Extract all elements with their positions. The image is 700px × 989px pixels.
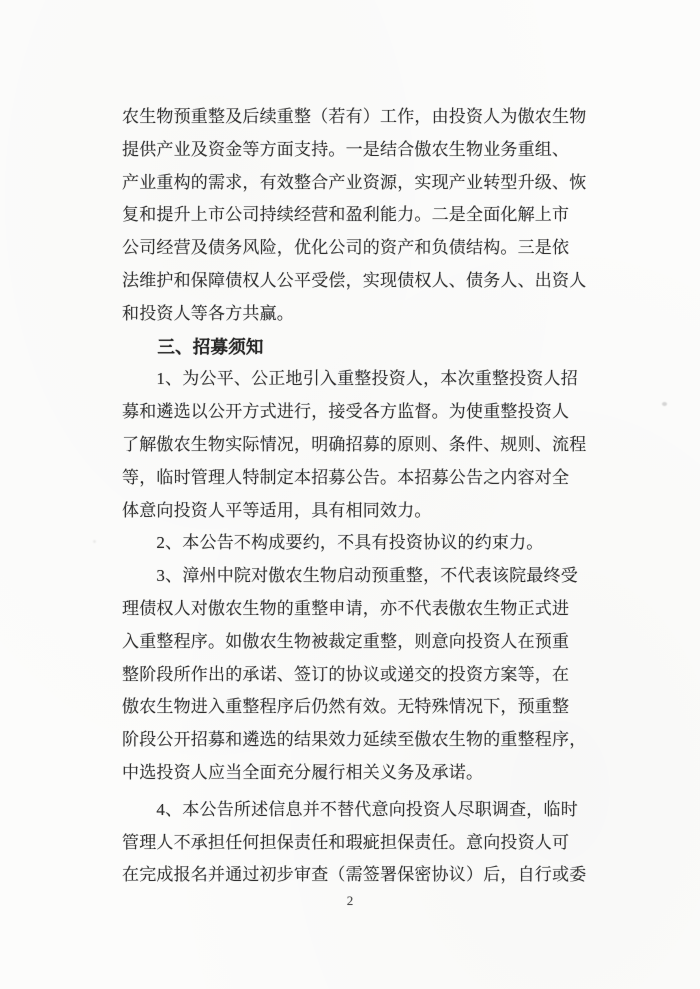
text-line: 募和遴选以公开方式进行，接受各方监督。为使重整投资人 <box>122 402 570 422</box>
text-line: 产业重构的需求，有效整合产业资源，实现产业转型升级、恢 <box>122 172 587 192</box>
text-line: 农生物预重整及后续重整（若有）工作，由投资人为傲农生物 <box>122 107 587 126</box>
text-line: 管理人不承担任何担保责任和瑕疵担保责任。意向投资人可 <box>122 832 570 852</box>
text-line: 等，临时管理人特制定本招募公告。本招募公告之内容对全 <box>122 467 570 487</box>
text-line: 傲农生物进入重整程序后仍然有效。无特殊情况下，预重整 <box>122 697 570 717</box>
paragraph <box>122 363 588 527</box>
section-heading <box>122 331 588 364</box>
text-line: 3、漳州中院对傲农生物启动预重整，不代表该院最终受 <box>122 566 578 586</box>
text-line: 理债权人对傲农生物的重整申请，亦不代表傲农生物正式进 <box>122 598 570 618</box>
paragraph <box>122 527 588 560</box>
paragraph <box>122 560 588 790</box>
scan-speck <box>662 402 667 406</box>
text-line: 提供产业及资金等方面支持。一是结合傲农生物业务重组、 <box>122 139 570 159</box>
text-line: 体意向投资人平等适用，具有相同效力。 <box>122 500 432 520</box>
text-line: 入重整程序。如傲农生物被裁定重整，则意向投资人在预重 <box>122 631 570 651</box>
text-line: 阶段公开招募和遴选的结果效力延续至傲农生物的重整程序， <box>122 730 587 750</box>
text-line: 中选投资人应当全面充分履行相关义务及承诺。 <box>122 762 484 782</box>
text-line: 1、为公平、公正地引入重整投资人，本次重整投资人招 <box>122 369 578 389</box>
paragraph <box>122 101 588 331</box>
text-line: 整阶段所作出的承诺、签订的协议或递交的投资方案等，在 <box>122 664 570 684</box>
paragraph <box>122 794 588 892</box>
text-block <box>122 101 588 892</box>
text-line: 法维护和保障债权人公平受偿，实现债权人、债务人、出资人 <box>122 270 587 290</box>
scan-speck <box>93 540 96 543</box>
text-line: 2、本公告不构成要约，不具有投资协议的约束力。 <box>122 533 544 553</box>
text-line: 和投资人等各方共赢。 <box>122 303 294 323</box>
page-number: 2 <box>346 893 354 908</box>
text-line: 了解傲农生物实际情况，明确招募的原则、条件、规则、流程 <box>122 434 587 454</box>
text-line: 三、招募须知 <box>122 336 264 357</box>
text-line: 复和提升上市公司持续经营和盈利能力。二是全面化解上市 <box>122 205 570 225</box>
text-line: 4、本公告所述信息并不替代意向投资人尽职调查，临时 <box>122 799 578 819</box>
text-line: 在完成报名并通过初步审查（需签署保密协议）后，自行或委 <box>122 865 587 885</box>
text-line: 公司经营及债务风险，优化公司的资产和负债结构。三是依 <box>122 238 570 258</box>
